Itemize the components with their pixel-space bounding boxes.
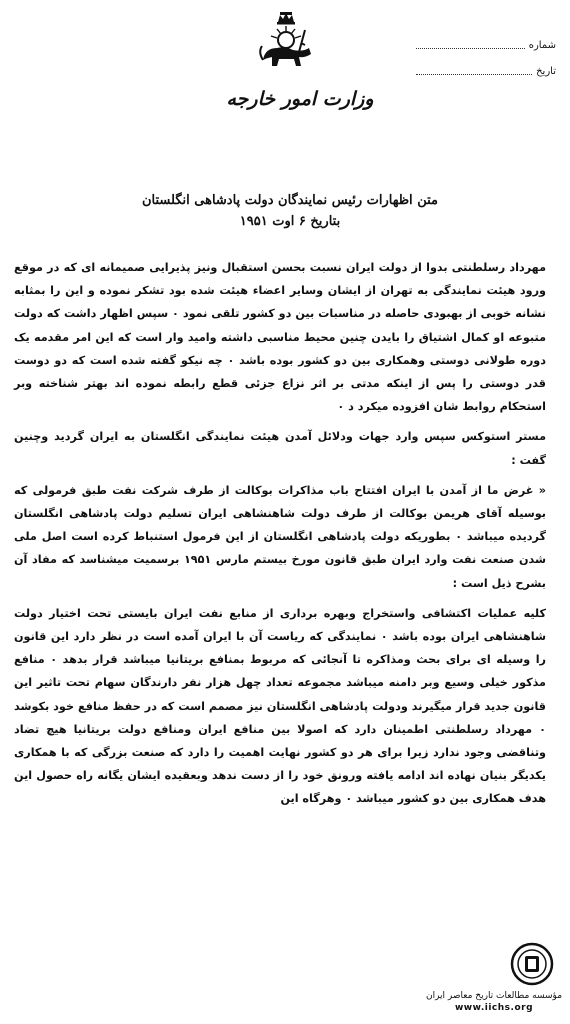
- document-title: متن اظهارات رئیس نمایندگان دولت پادشاهی انگلستان: [142, 193, 438, 208]
- number-dotted-line: [416, 47, 525, 49]
- lion-and-sun-emblem-icon: [255, 10, 317, 68]
- paragraph-1: مهرداد رسلطنتی بدوا از دولت ایران نسبت بحسن استقبال ونیز پذیرایی صمیمانه ای که در موقع ورود هیئت نمایندگی به تهران از ایشان وسایر اعضاء هیئت شده بود تشکر نموده و این را بمثابه نشانه خوبی از بهبودی حاصله در مناسبات بین دو کشور تلقی نمود ۰ سپس اظهار داشت که دولت متبوعه او کمال اشتیاق را بایدن چنین محیط مناسبی داشته وامید وار است که این امر مقدمه یک دوره طولانی دوستی وهمکاری بین دو کشور بوده باشد ۰ چه نیکو گفته شده است که دو دوست قدر دوستی را پس از اینکه مدتی بر اثر نزاع جزئی قطع رابطه نموده اند بهتر شناخته وبر استحکام روابط شان افزوده میکرد د ۰: [14, 261, 546, 414]
- document-date: بتاریخ ۶ اوت ۱۹۵۱: [239, 214, 341, 229]
- number-label: شماره: [528, 40, 556, 51]
- institute-website: www.iichs.org: [454, 1003, 534, 1013]
- date-dotted-line: [416, 73, 532, 75]
- institute-name: مؤسسه مطالعات تاریخ معاصر ایران: [425, 991, 563, 1001]
- document-body: [14, 256, 546, 811]
- date-field: [416, 66, 556, 77]
- paragraph-4: کلیه عملیات اکتشافی واستخراج وبهره برداری از منابع نفت ایران بایستی تحت اختیار دولت شاهنشاهی ایران بوده باشد ۰ نمایندگی که ریاست آن با ایران آمده است در نظر دارد این قانون را وسیله ای برای بحث ومذاکره تا آنجائی که مربوط بمنافع بریتانیا میباشد قرار بدهد ۰ منافع مذکور خیلی وسیع وبر دامنه میباشد مجموعه تعداد چهل هزار نفر دارندگان سهام تحت تاثیر این قانون جدید قرار میگیرند ودولت پادشاهی انگلستان نیز مصمم است که در حفظ منافع خود بکوشد ۰ مهرداد رسلطنتی اطمینان دارد که اصولا بین منافع ایران ومنافع دولت بریتانیا هیچ تضاد وتناقضی وجود ندارد زیرا برای هر دو کشور نهایت اهمیت را دارد که صنعت بزرگی که با همکاری یکدیگر بنیان نهاده اند ادامه یافته ورونق خود را از دست ندهد وبعقیده ایشان یگانه راه حصول این هدف همکاری بین دو کشور میباشد ۰ وهرگاه این: [14, 606, 546, 806]
- paragraph-3: « غرض ما از آمدن با ایران افتتاح باب مذاکرات بوکالت از طرف شرکت نفت طبق فرمولی که بوسیله آقای هریمن بوکالت از طرف دولت شاهنشاهی ایران تسلیم دولت پادشاهی انگلستان گردیده میباشد ۰ بطوریکه دولت پادشاهی انگلستان از این فرمول استنباط کرده است اصل ملی شدن صنعت نفت وارد ایران طبق قانون مورخ بیستم مارس ۱۹۵۱ برسمیت میشناسد که مفاد آن بشرح ذیل است :: [14, 483, 546, 590]
- number-field: [416, 40, 556, 51]
- archive-footer: [424, 990, 564, 1014]
- ministry-name: وزارت امور خارجه: [226, 88, 374, 110]
- date-label: تاریخ: [536, 66, 556, 77]
- archive-seal-icon: [510, 942, 554, 986]
- document-heading: [60, 193, 520, 229]
- paragraph-2: مستر استوکس سپس وارد جهات ودلائل آمدن هیئت نمایندگی انگلستان به ایران گردید وچنین گفت :: [14, 430, 546, 467]
